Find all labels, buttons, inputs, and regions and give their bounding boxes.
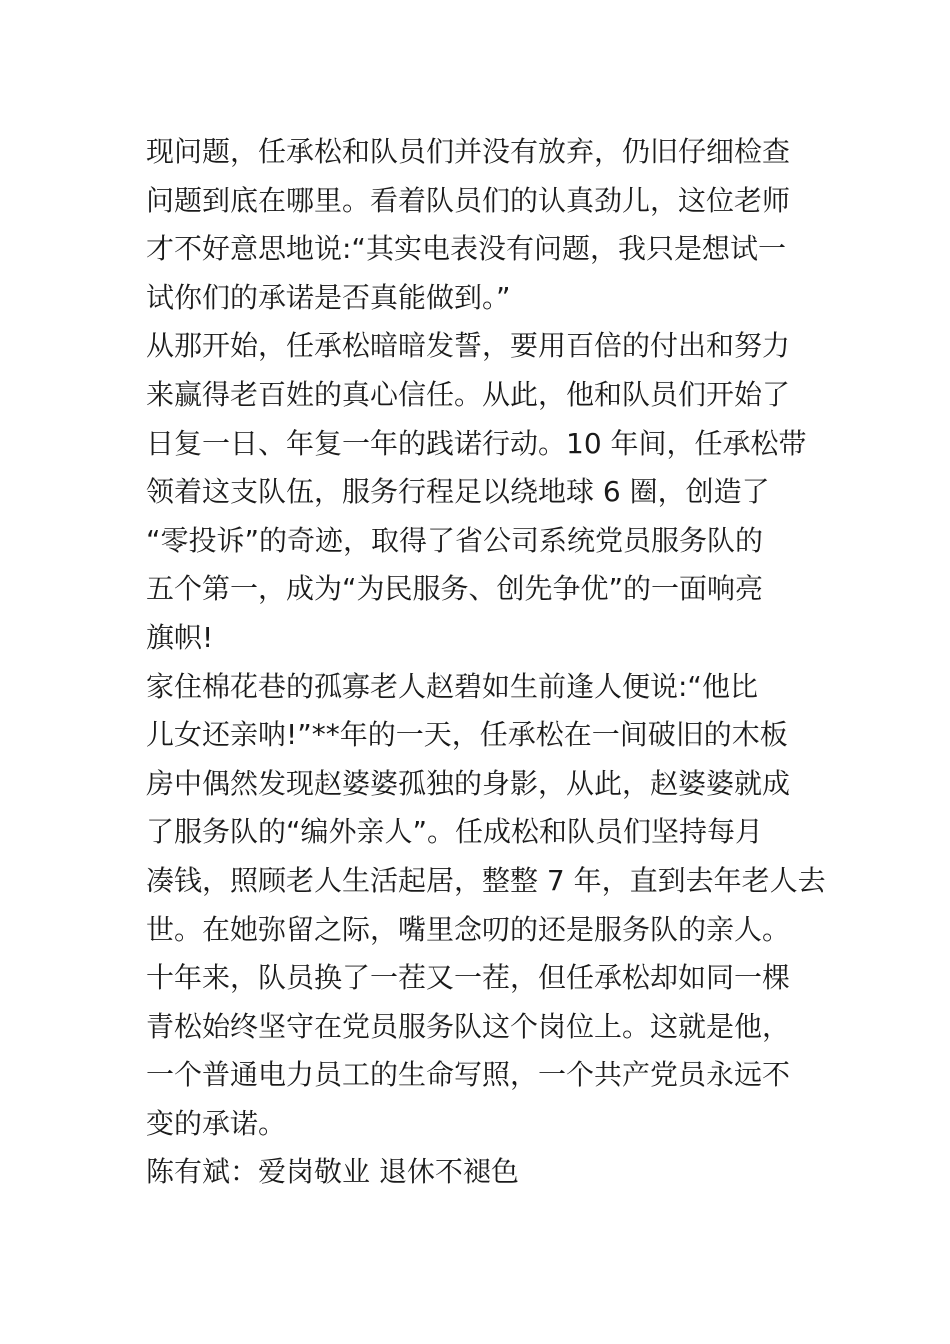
text-line: 凑钱，照顾老人生活起居，整整 7 年，直到去年老人去 bbox=[146, 863, 826, 897]
text-line: 五个第一，成为“为民服务、创先争优”的一面响亮 bbox=[146, 572, 764, 606]
text-line: 世。在她弥留之际，嘴里念叨的还是服务队的亲人。 bbox=[146, 912, 791, 946]
text-line: 一个普通电力员工的生命写照，一个共产党员永远不 bbox=[146, 1058, 791, 1092]
text-line: 家住棉花巷的孤寡老人赵碧如生前逢人便说:“他比 bbox=[146, 669, 758, 703]
text-line: 才不好意思地说:“其实电表没有问题，我只是想试一 bbox=[146, 232, 786, 266]
text-line: 现问题，任承松和队员们并没有放弃，仍旧仔细检查 bbox=[146, 135, 791, 168]
text-line: 来赢得老百姓的真心信任。从此，他和队员们开始了 bbox=[146, 377, 791, 411]
text-line: 青松始终坚守在党员服务队这个岗位上。这就是他， bbox=[146, 1009, 791, 1043]
text-line: 十年来，队员换了一茬又一茬，但任承松却如同一棵 bbox=[146, 961, 791, 995]
text-line: 领着这支队伍，服务行程足以绕地球 6 圈，创造了 bbox=[146, 475, 770, 509]
article-body bbox=[146, 128, 826, 1197]
text-line: 旗帜! bbox=[146, 620, 214, 654]
text-line: 问题到底在哪里。看着队员们的认真劲儿，这位老师 bbox=[146, 183, 791, 217]
text-line: “零投诉”的奇迹，取得了省公司系统党员服务队的 bbox=[146, 523, 764, 557]
text-line: 房中偶然发现赵婆婆孤独的身影，从此，赵婆婆就成 bbox=[146, 766, 791, 800]
text-line: 了服务队的“编外亲人”。任成松和队员们坚持每月 bbox=[146, 815, 764, 849]
text-line: 日复一日、年复一年的践诺行动。10 年间，任承松带 bbox=[146, 426, 807, 460]
text-line: 儿女还亲呐!”**年的一天，任承松在一间破旧的木板 bbox=[146, 718, 788, 752]
text-line: 变的承诺。 bbox=[146, 1106, 287, 1140]
text-line: 试你们的承诺是否真能做到。” bbox=[146, 280, 511, 314]
text-line: 从那开始，任承松暗暗发誓，要用百倍的付出和努力 bbox=[146, 329, 791, 363]
section-heading: 陈有斌：爱岗敬业 退休不褪色 bbox=[146, 1155, 519, 1189]
